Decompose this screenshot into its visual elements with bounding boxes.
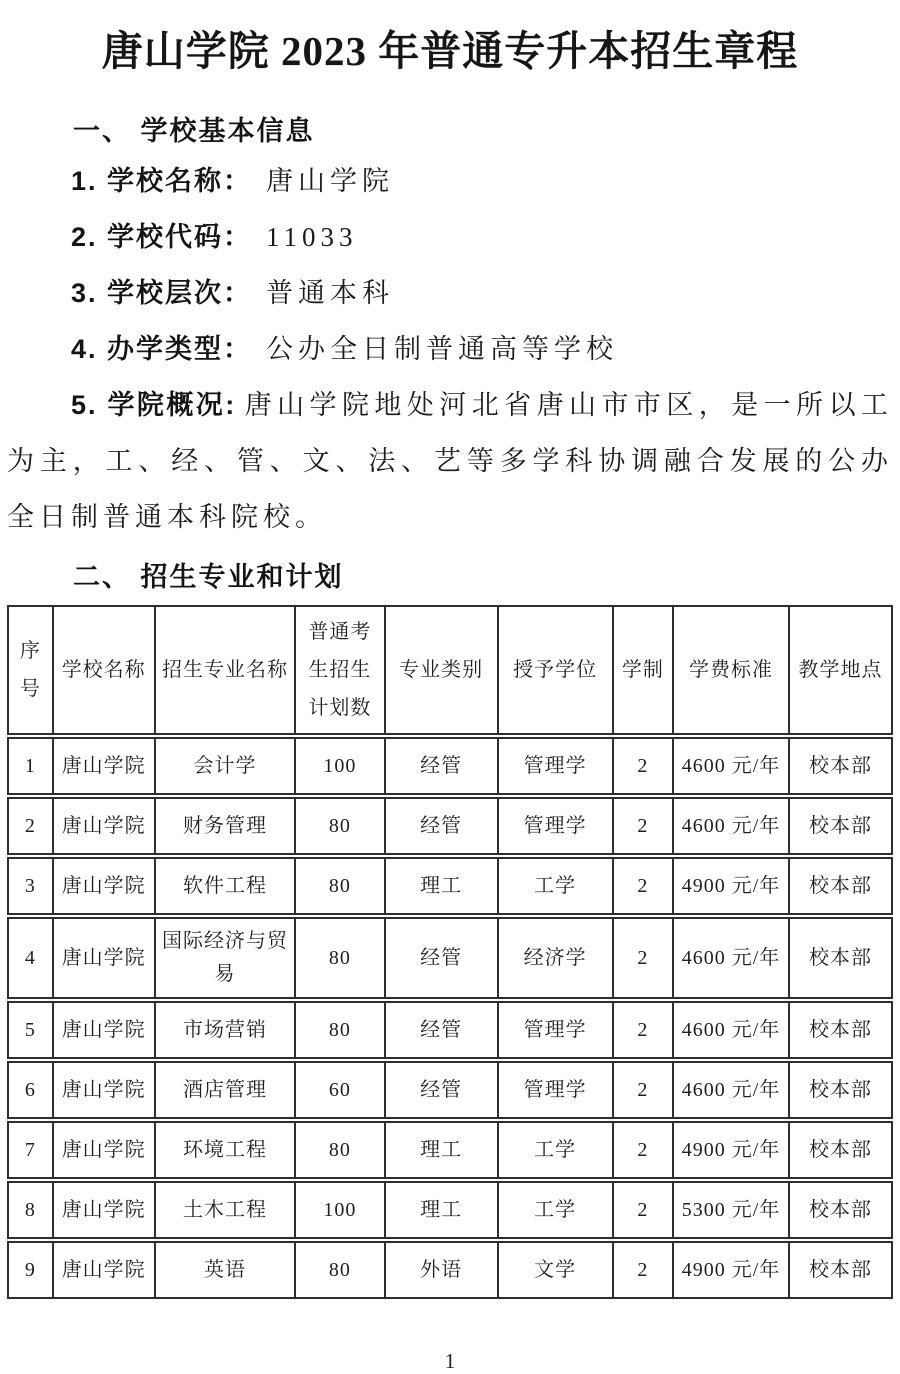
table-cell: 经济学	[498, 916, 613, 1000]
table-cell: 80	[295, 856, 384, 916]
table-cell: 校本部	[789, 796, 892, 856]
table-cell: 唐山学院	[53, 736, 155, 796]
table-cell: 理工	[385, 1180, 498, 1240]
table-cell: 100	[295, 736, 384, 796]
header-cell: 招生专业名称	[155, 606, 296, 736]
table-cell: 2	[613, 736, 674, 796]
table-cell: 校本部	[789, 1240, 892, 1298]
table-cell: 唐山学院	[53, 796, 155, 856]
item-value: 普通本科	[266, 278, 395, 309]
list-item-school-code	[71, 209, 893, 265]
header-cell: 教学地点	[789, 606, 892, 736]
item-label: 2. 学校代码：	[71, 222, 253, 253]
table-cell: 经管	[385, 1060, 498, 1120]
page-number: 1	[444, 1349, 456, 1374]
table-cell: 文学	[498, 1240, 613, 1298]
table-cell: 校本部	[789, 1180, 892, 1240]
table-cell: 80	[295, 1000, 384, 1060]
table-cell: 8	[8, 1180, 53, 1240]
table-cell: 校本部	[789, 1000, 892, 1060]
item-value: 唐山学院地处河北省唐山市市区，是一所以工为主，工、经、管、文、法、艺等多学科协调融合发展的公办全日制普通本科院校。	[7, 390, 894, 533]
table-cell: 2	[613, 1240, 674, 1298]
table-cell: 80	[295, 1120, 384, 1180]
table-row	[8, 1180, 892, 1240]
table-cell: 4600 元/年	[673, 1060, 789, 1120]
table-cell: 6	[8, 1060, 53, 1120]
section-heading-basic-info: 一、 学校基本信息	[73, 116, 315, 147]
item-label: 1. 学校名称：	[71, 166, 253, 197]
table-cell: 经管	[385, 916, 498, 1000]
table-header-row	[8, 606, 892, 736]
table-cell: 管理学	[498, 1000, 613, 1060]
item-value: 公办全日制普通高等学校	[266, 334, 619, 365]
table-cell: 2	[613, 796, 674, 856]
table-cell: 1	[8, 736, 53, 796]
table-cell: 酒店管理	[155, 1060, 296, 1120]
table-cell: 2	[613, 856, 674, 916]
table-cell: 4900 元/年	[673, 1240, 789, 1298]
table-cell: 土木工程	[155, 1180, 296, 1240]
item-value: 唐山学院	[266, 166, 395, 197]
list-item-school-level	[71, 265, 893, 321]
table-cell: 5	[8, 1000, 53, 1060]
table-cell: 软件工程	[155, 856, 296, 916]
table-cell: 管理学	[498, 796, 613, 856]
table-cell: 校本部	[789, 856, 892, 916]
table-cell: 唐山学院	[53, 1060, 155, 1120]
table-cell: 唐山学院	[53, 856, 155, 916]
table-cell: 市场营销	[155, 1000, 296, 1060]
table-cell: 4900 元/年	[673, 1120, 789, 1180]
table-cell: 理工	[385, 856, 498, 916]
table-cell: 财务管理	[155, 796, 296, 856]
table-row	[8, 796, 892, 856]
header-cell: 学制	[613, 606, 674, 736]
table-cell: 2	[613, 1060, 674, 1120]
list-item-school-name	[71, 153, 893, 209]
item-label: 5. 学院概况:	[71, 390, 237, 421]
table-cell: 唐山学院	[53, 1120, 155, 1180]
table-cell: 60	[295, 1060, 384, 1120]
table-cell: 2	[8, 796, 53, 856]
table-cell: 2	[613, 1120, 674, 1180]
table-row	[8, 736, 892, 796]
table-row	[8, 1000, 892, 1060]
table-cell: 唐山学院	[53, 1000, 155, 1060]
school-overview-paragraph	[7, 377, 893, 545]
header-cell: 学费标准	[673, 606, 789, 736]
table-row	[8, 856, 892, 916]
table-cell: 工学	[498, 1180, 613, 1240]
list-item-school-type	[71, 321, 893, 377]
table-row	[8, 1060, 892, 1120]
table-cell: 100	[295, 1180, 384, 1240]
page-title: 唐山学院 2023 年普通专升本招生章程	[101, 28, 799, 74]
table-cell: 理工	[385, 1120, 498, 1180]
table-cell: 外语	[385, 1240, 498, 1298]
table-cell: 4600 元/年	[673, 916, 789, 1000]
table-cell: 工学	[498, 856, 613, 916]
table-cell: 4	[8, 916, 53, 1000]
table-cell: 环境工程	[155, 1120, 296, 1180]
header-cell: 专业类别	[385, 606, 498, 736]
table-cell: 2	[613, 1180, 674, 1240]
enrollment-plan-table	[7, 605, 893, 1299]
table-cell: 4600 元/年	[673, 1000, 789, 1060]
table-cell: 唐山学院	[53, 1240, 155, 1298]
table-cell: 4600 元/年	[673, 736, 789, 796]
item-value: 11033	[266, 222, 358, 253]
table-cell: 2	[613, 1000, 674, 1060]
basic-info-list	[7, 153, 893, 377]
table-cell: 英语	[155, 1240, 296, 1298]
header-cell: 普通考生招生计划数	[295, 606, 384, 736]
table-cell: 工学	[498, 1120, 613, 1180]
header-cell: 授予学位	[498, 606, 613, 736]
table-row	[8, 1120, 892, 1180]
section-heading-enrollment-plan: 二、 招生专业和计划	[73, 562, 344, 593]
table-cell: 5300 元/年	[673, 1180, 789, 1240]
table-cell: 3	[8, 856, 53, 916]
table-cell: 校本部	[789, 1120, 892, 1180]
table-cell: 经管	[385, 736, 498, 796]
item-label: 4. 办学类型：	[71, 334, 253, 365]
table-cell: 4600 元/年	[673, 796, 789, 856]
table-cell: 国际经济与贸易	[155, 916, 296, 1000]
table-cell: 唐山学院	[53, 1180, 155, 1240]
table-cell: 经管	[385, 796, 498, 856]
table-cell: 7	[8, 1120, 53, 1180]
header-cell: 学校名称	[53, 606, 155, 736]
table-cell: 管理学	[498, 1060, 613, 1120]
table-cell: 校本部	[789, 1060, 892, 1120]
table-cell: 经管	[385, 1000, 498, 1060]
table-cell: 2	[613, 916, 674, 1000]
table-cell: 校本部	[789, 916, 892, 1000]
table-cell: 4900 元/年	[673, 856, 789, 916]
table-cell: 校本部	[789, 736, 892, 796]
table-cell: 80	[295, 916, 384, 1000]
table-cell: 管理学	[498, 736, 613, 796]
item-label: 3. 学校层次：	[71, 278, 253, 309]
table-row	[8, 916, 892, 1000]
table-row	[8, 1240, 892, 1298]
table-cell: 会计学	[155, 736, 296, 796]
table-cell: 9	[8, 1240, 53, 1298]
table-cell: 唐山学院	[53, 916, 155, 1000]
table-cell: 80	[295, 1240, 384, 1298]
table-cell: 80	[295, 796, 384, 856]
header-cell: 序号	[8, 606, 53, 736]
